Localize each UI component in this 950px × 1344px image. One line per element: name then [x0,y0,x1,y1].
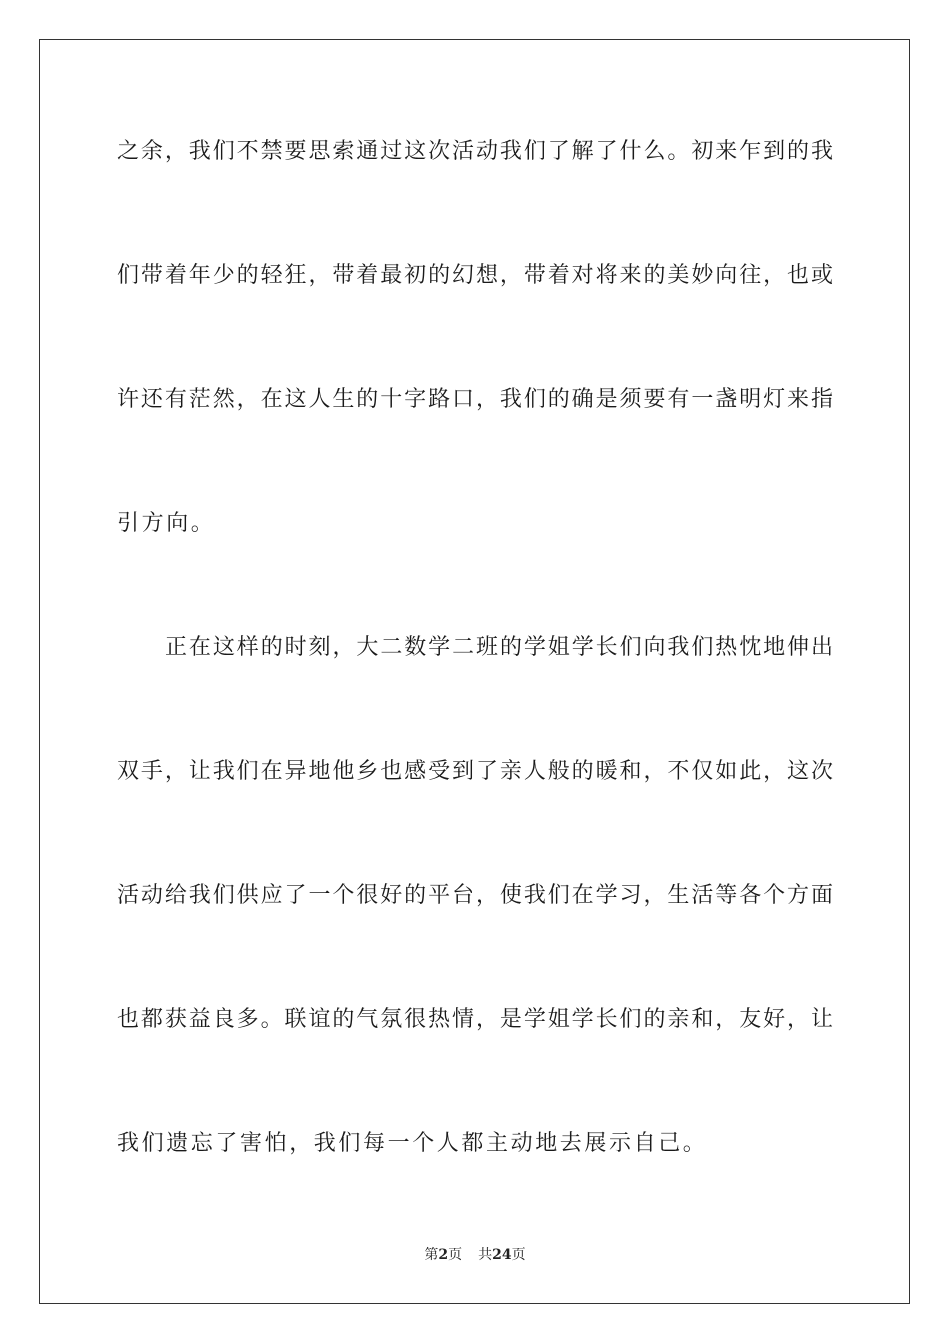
text-line-6: 双手，让我们在异地他乡也感受到了亲人般的暖和，不仅如此，这次 [117,759,833,784]
text-line-3: 许还有茫然，在这人生的十字路口，我们的确是须要有一盏明灯来指 [117,387,833,412]
page-footer [0,1245,950,1265]
text-line-9: 我们遗忘了害怕，我们每一个人都主动地去展示自己。 [117,1131,708,1156]
total-pages: 24 [492,1247,512,1263]
page-suffix: 页 [448,1247,463,1263]
page-border [39,39,910,1304]
text-line-7: 活动给我们供应了一个很好的平台，使我们在学习，生活等各个方面 [117,883,833,908]
total-suffix: 页 [511,1247,526,1263]
text-line-4: 引方向。 [117,511,216,536]
page-number: 2 [438,1247,449,1263]
page-prefix: 第 [424,1247,439,1263]
text-line-1: 之余，我们不禁要思索通过这次活动我们了解了什么。初来乍到的我 [117,139,833,164]
text-line-2: 们带着年少的轻狂，带着最初的幻想，带着对将来的美妙向往，也或 [117,263,833,288]
text-line-5: 正在这样的时刻，大二数学二班的学姐学长们向我们热忱地伸出 [165,635,833,660]
text-line-8: 也都获益良多。联谊的气氛很热情，是学姐学长们的亲和，友好，让 [117,1007,833,1032]
total-prefix: 共 [478,1247,493,1263]
